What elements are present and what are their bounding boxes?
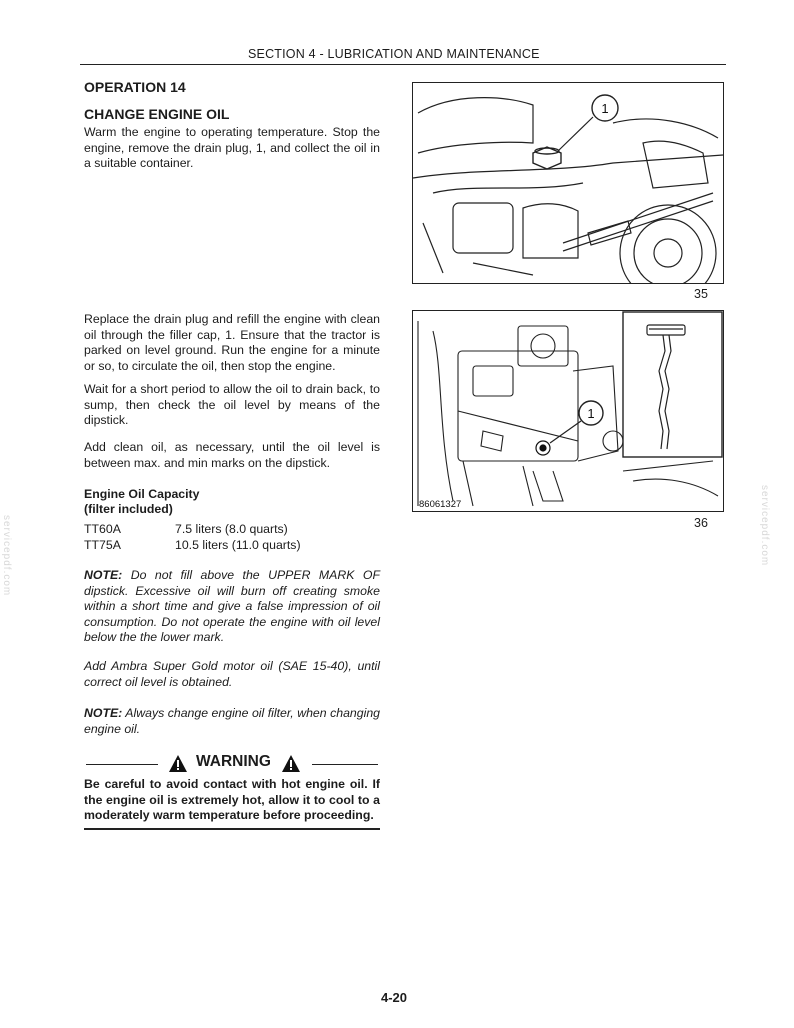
note-filter — [84, 706, 380, 737]
header-rule — [80, 64, 726, 65]
paragraph-wait — [84, 382, 380, 429]
warning-label: WARNING — [196, 753, 271, 770]
page-number: 4-20 — [381, 990, 408, 1005]
capacity-row — [84, 538, 301, 552]
note-ambra-oil — [84, 659, 380, 690]
capacity-subtitle: (filter included) — [84, 502, 173, 516]
figure-number: 35 — [694, 287, 708, 301]
warning-bottom-rule — [84, 828, 380, 830]
paragraph-text: Replace the drain plug and refill the engine with clean oil through the filler cap, 1. Ensure that the tractor is parked on level ground. Run the engine for a minute or so, to circulate the oil, then stop the engine. — [84, 312, 380, 373]
warning-header — [168, 752, 308, 776]
figure-number: 36 — [694, 516, 708, 530]
note-label: NOTE: — [84, 706, 123, 720]
paragraph-text: Warm the engine to operating temperature. Stop the engine, remove the drain plug, 1, and collect the oil in a suitable container. — [84, 125, 380, 171]
note-label: NOTE: — [84, 568, 123, 582]
figure-36-filler-cap — [412, 310, 724, 512]
figure-code: 86061327 — [419, 499, 462, 510]
capacity-title: Engine Oil Capacity — [84, 487, 200, 501]
capacity-model: TT60A — [84, 522, 121, 536]
warning-triangle-icon — [168, 754, 188, 773]
warning-triangle-icon — [281, 754, 301, 773]
paragraph-text: Wait for a short period to allow the oil to drain back, to sump, then check the oil level by means of the dipstick. — [84, 382, 380, 428]
paragraph-warm-engine — [84, 125, 380, 172]
capacity-value: 7.5 liters (8.0 quarts) — [175, 522, 288, 536]
watermark: servicepdf.com — [759, 485, 770, 567]
paragraph-refill — [84, 312, 380, 374]
capacity-model: TT75A — [84, 538, 121, 552]
note-text: Add Ambra Super Gold motor oil (SAE 15-40), until correct oil level is obtained. — [84, 659, 380, 689]
engine-side-illustration — [413, 311, 723, 511]
capacity-row — [84, 522, 288, 536]
figure-35-drain-plug — [412, 82, 724, 284]
note-text: Do not fill above the UPPER MARK OF dipstick. Excessive oil will burn off creating smoke within a short time and give a false impression of oil consumption. Do not operate the engine with oil level below the the lower mark. — [84, 568, 380, 645]
watermark: servicepdf.com — [1, 515, 12, 597]
dipstick-inset-frame — [623, 312, 722, 457]
warning-text: Be careful to avoid contact with hot engine oil. If the engine oil is extremely hot, allow it to cool to a moderately warm temperature before proceeding. — [84, 777, 380, 823]
callout-number: 1 — [601, 101, 609, 116]
note-upper-mark — [84, 568, 380, 646]
section-header: SECTION 4 - LUBRICATION AND MAINTENANCE — [248, 47, 540, 61]
capacity-value: 10.5 liters (11.0 quarts) — [175, 538, 301, 552]
paragraph-add-oil — [84, 440, 380, 471]
callout-number: 1 — [587, 406, 595, 421]
operation-title: OPERATION 14 — [84, 79, 186, 95]
warning-rule-left — [86, 764, 158, 765]
tractor-underside-illustration — [413, 83, 723, 283]
operation-subtitle: CHANGE ENGINE OIL — [84, 106, 230, 122]
note-text: Always change engine oil filter, when changing engine oil. — [84, 706, 380, 736]
warning-rule-right — [312, 764, 378, 765]
paragraph-text: Add clean oil, as necessary, until the oil level is between max. and min marks on the dipstick. — [84, 440, 380, 470]
